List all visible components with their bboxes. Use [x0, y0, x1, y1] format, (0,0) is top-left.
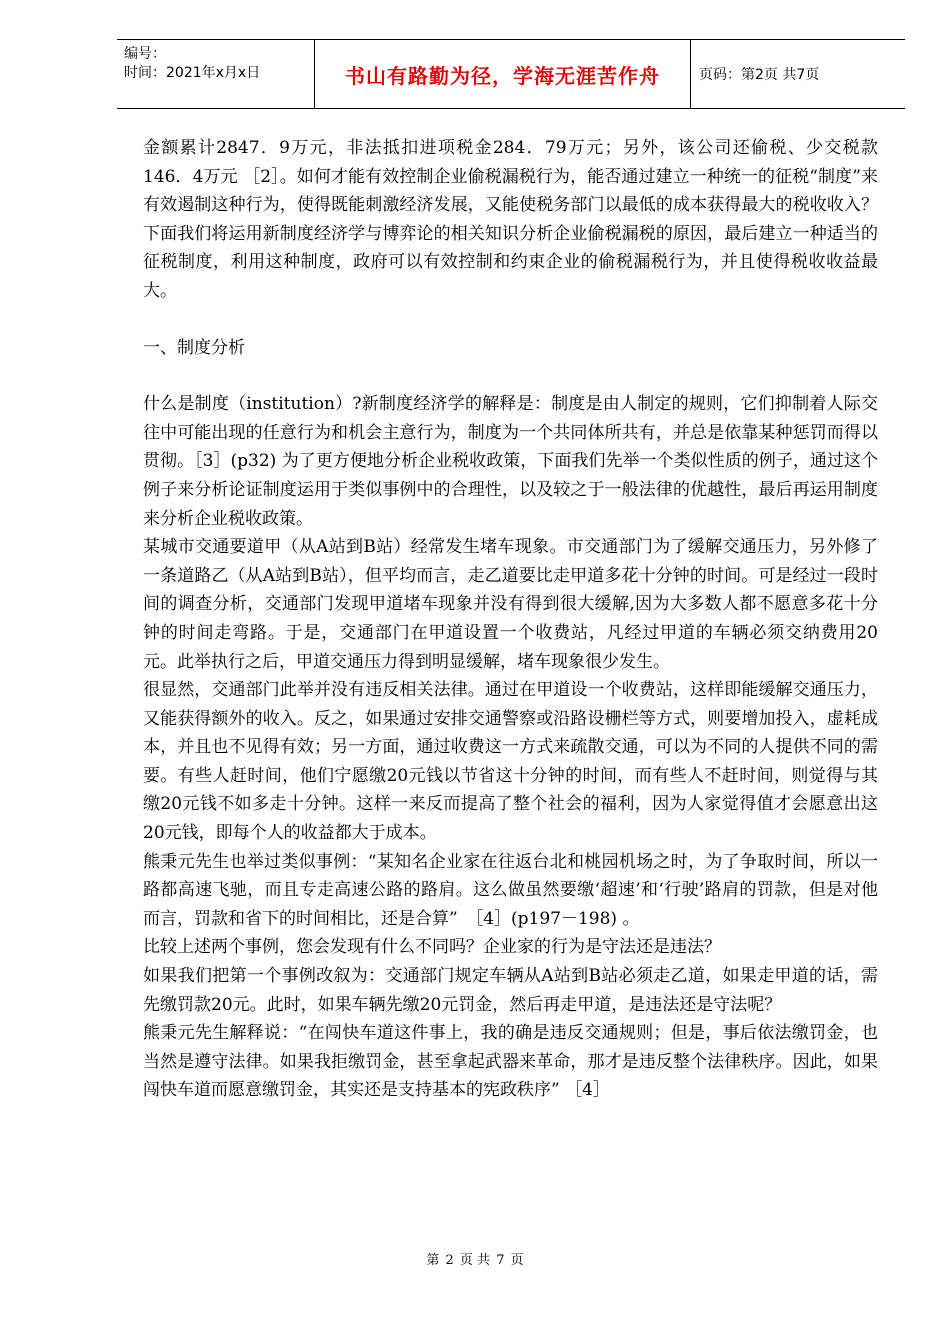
paragraph-4: 很显然，交通部门此举并没有违反相关法律。通过在甲道设一个收费站，这样即能缓解交通压力，又能获得额外的收入。反之，如果通过安排交通警察或沿路设栅栏等方式，则要增加投入，虚耗成本，并且也不见得有效；另一方面，通过收费这一方式来疏散交通，可以为不同的人提供不同的需要。有些人赶时间，他们宁愿缴20元钱以节省这十分钟的时间，而有些人不赶时间，则觉得与其缴20元钱不如多走十分钟。这样一来反而提高了整个社会的福利，因为人家觉得值才会愿意出这20元钱，即每个人的收益都大于成本。 [143, 680, 878, 844]
footer-total-pages: 7 [496, 1253, 505, 1268]
header-meta-cell [117, 40, 315, 108]
header-page-info: 页码：第2页 共7页 [699, 67, 820, 83]
paragraph-6: 比较上述两个事例，您会发现有什么不同吗？企业家的行为是守法还是违法？ [143, 937, 721, 958]
document-code-label: 编号： [124, 46, 166, 62]
footer-page-number: 2 [445, 1253, 454, 1268]
section-heading: 一、制度分析 [143, 337, 245, 358]
header-motto: 书山有路勤为径，学海无涯苦作舟 [315, 40, 691, 108]
paragraph-2: 什么是制度（institution）?新制度经济学的解释是：制度是由人制定的规则，它们抑制着人际交往中可能出现的任意行为和机会主意行为，制度为一个共同体所共有，并总是依靠某种惩罚而得以贯彻。［3］(p32) 为了更方便地分析企业税收政策，下面我们先举一个类似性质的例子，通过这个例子来分析论证制度运用于类似事例中的合理性，以及较之于一般法律的优越性，最后再运用制度来分析企业税收政策。 [143, 394, 878, 529]
document-body [143, 134, 878, 1105]
paragraph-7: 如果我们把第一个事例改叙为：交通部门规定车辆从A站到B站必须走乙道，如果走甲道的话，需先缴罚款20元。此时，如果车辆先缴20元罚金，然后再走甲道，是违法还是守法呢？ [143, 966, 878, 1015]
footer-middle: 页 共 [459, 1253, 491, 1268]
paragraph-3: 某城市交通要道甲（从A站到B站）经常发生堵车现象。市交通部门为了缓解交通压力，另外修了一条道路乙（从A站到B站），但平均而言，走乙道要比走甲道多花十分钟的时间。可是经过一段时间的调查分析，交通部门发现甲道堵车现象并没有得到很大缓解,因为大多数人都不愿意多花十分钟的时间走弯路。于是，交通部门在甲道设置一个收费站，凡经过甲道的车辆必须交纳费用20元。此举执行之后，甲道交通压力得到明显缓解，堵车现象很少发生。 [143, 537, 878, 672]
paragraph-8: 熊秉元先生解释说：“在闯快车道这件事上，我的确是违反交通规则；但是，事后依法缴罚金，也当然是遵守法律。如果我拒缴罚金，甚至拿起武器来革命，那才是违反整个法律秩序。因此，如果闯快车道而愿意缴罚金，其实还是支持基本的宪政秩序” ［4］ [143, 1023, 878, 1101]
paragraph-1: 金额累计2847．9万元，非法抵扣进项税金284．79万元；另外，该公司还偷税、少交税款146．4万元 ［2］。如何才能有效控制企业偷税漏税行为，能否通过建立一种统一的征税“制度”来有效遏制这种行为，使得既能刺激经济发展，又能使税务部门以最低的成本获得最大的税收收入？下面我们将运用新制度经济学与博弈论的相关知识分析企业偷税漏税的原因，最后建立一种适当的征税制度，利用这种制度，政府可以有效控制和约束企业的偷税漏税行为，并且使得税收收益最大。 [143, 138, 878, 301]
paragraph-5: 熊秉元先生也举过类似事例：“某知名企业家在往返台北和桃园机场之时，为了争取时间，所以一路都高速飞驰，而且专走高速公路的路肩。这么做虽然要缴‘超速’和‘行驶’路肩的罚款，但是对他而言，罚款和省下的时间相比，还是合算” ［4］(p197－198) 。 [143, 851, 878, 929]
page-header [117, 39, 905, 109]
document-time-label: 时间：2021年x月x日 [124, 65, 261, 81]
footer-prefix: 第 [426, 1253, 440, 1268]
page-footer [0, 1249, 950, 1268]
footer-suffix: 页 [510, 1253, 524, 1268]
